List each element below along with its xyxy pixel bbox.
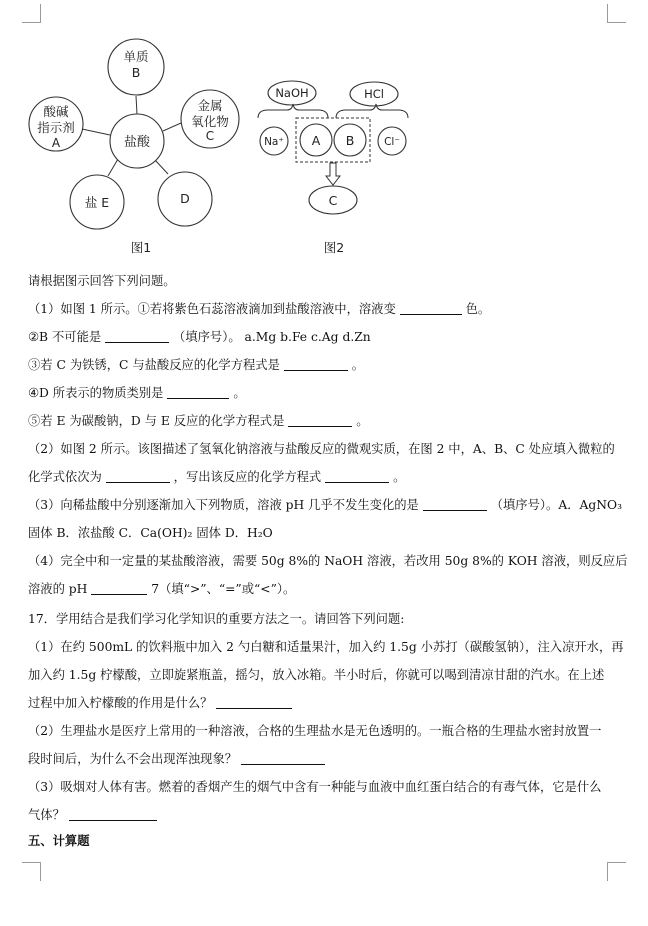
- q1-part5-end: 。: [356, 414, 369, 428]
- b-label-line2: B: [131, 65, 141, 80]
- q1-part4-end: 。: [233, 386, 246, 400]
- answer-blank[interactable]: [284, 358, 348, 371]
- question-17-3-line1: [28, 779, 624, 795]
- section-5-heading: [28, 833, 624, 849]
- q2-line2-text-a: 化学式依次为: [28, 470, 102, 484]
- q17-text: 17．学用结合是我们学习化学知识的重要方法之一。请回答下列问题:: [28, 612, 405, 626]
- answer-blank[interactable]: [288, 414, 352, 427]
- naoh-label: NaOH: [275, 86, 309, 100]
- question-1-part3: [28, 357, 624, 373]
- na-label: Na⁺: [264, 136, 284, 148]
- answer-blank[interactable]: [106, 470, 170, 483]
- question-17-2-line2: [28, 751, 624, 767]
- q1-part3-end: 。: [351, 358, 365, 372]
- q3-line2-text: 固体 B．浓盐酸 C．Ca(OH)₂ 固体 D．H₂O: [28, 526, 273, 540]
- question-17-1-line2: [28, 667, 624, 683]
- q4-line2-text-b: 7（填“>”、“=”或“<”）。: [151, 582, 296, 596]
- question-17-2-line1: [28, 723, 624, 739]
- e-label: 盐 E: [84, 195, 110, 210]
- q1-part1-end: 色。: [465, 302, 491, 316]
- answer-blank[interactable]: [423, 498, 487, 511]
- q4-line1-text: （4）完全中和一定量的某盐酸溶液，需要 50g 8%的 NaOH 溶液，若改用 50g 8%的 KOH 溶液，则反应后: [28, 554, 628, 568]
- section5-text: 五、计算题: [28, 833, 90, 848]
- connector-d: [155, 160, 168, 174]
- answer-blank[interactable]: [216, 696, 292, 709]
- question-17-heading: [28, 611, 624, 627]
- intro-line: [28, 273, 624, 289]
- connector-e: [108, 159, 118, 176]
- q1-part1-text: （1）如图 1 所示。①若将紫色石蕊溶液滴加到盐酸溶液中，溶液变: [28, 302, 396, 316]
- answer-blank[interactable]: [167, 386, 229, 399]
- q1-part2-end: （填序号）。 a.Mg b.Fe c.Ag d.Zn: [173, 330, 371, 344]
- question-1-part4: [28, 385, 624, 401]
- hcl-label: HCl: [364, 87, 384, 101]
- question-1-part1: [28, 301, 624, 317]
- cl-label: Cl⁻: [384, 136, 400, 148]
- q1-part2-text: ②B 不可能是: [28, 330, 102, 344]
- q17-1-line2-text: 加入约 1.5g 柠檬酸，立即旋紧瓶盖，摇匀，放入冰箱。半小时后，你就可以喝到清凉甘甜的汽水。在上述: [28, 668, 605, 682]
- q3-line1-text-a: （3）向稀盐酸中分别逐渐加入下列物质，溶液 pH 几乎不发生变化的是: [28, 498, 419, 512]
- question-17-3-line2: [28, 807, 624, 823]
- question-17-1-line3: [28, 695, 624, 711]
- c-particle-label: C: [328, 193, 338, 208]
- answer-blank[interactable]: [400, 302, 462, 315]
- c-label-line3: C: [205, 129, 215, 143]
- c-label-line2: 氧化物: [191, 114, 229, 129]
- b-label-line1: 单质: [123, 49, 149, 64]
- q3-line1-text-b: （填序号）。A．AgNO₃: [490, 498, 623, 512]
- question-2-line2: [28, 469, 624, 485]
- b-particle-label: B: [345, 133, 355, 148]
- question-4-line2: [28, 581, 624, 597]
- question-3-line2: [28, 525, 624, 541]
- down-arrow-icon: [326, 163, 340, 185]
- figure2-caption: 图2: [323, 240, 345, 255]
- question-17-1-line1: [28, 639, 624, 655]
- connector-c: [163, 123, 181, 131]
- q17-2-line2-text: 段时间后，为什么不会出现浑浊现象？: [28, 752, 238, 766]
- question-4-line1: [28, 553, 628, 569]
- crop-mark-bottom-left: [22, 862, 41, 881]
- answer-blank[interactable]: [241, 752, 325, 765]
- question-3-line1: [28, 497, 624, 513]
- connector-a: [82, 129, 110, 135]
- q17-1-line1-text: （1）在约 500mL 的饮料瓶中加入 2 勺白糖和适量果汁，加入约 1.5g 小苏打（碳酸氢钠），注入凉开水，再: [28, 640, 624, 654]
- connector-b: [136, 96, 137, 114]
- q4-line2-text-a: 溶液的 pH: [28, 582, 88, 596]
- question-2-line1: [28, 441, 624, 457]
- a-label-line3: A: [51, 136, 61, 150]
- q1-part3-text: ③若 C 为铁锈，C 与盐酸反应的化学方程式是: [28, 358, 280, 372]
- q17-2-line1-text: （2）生理盐水是医疗上常用的一种溶液，合格的生理盐水是无色透明的。一瓶合格的生理盐水密封放置一: [28, 724, 602, 738]
- q2-line1-text: （2）如图 2 所示。该图描述了氢氧化钠溶液与盐酸反应的微观实质，在图 2 中，A、B、C 处应填入微粒的: [28, 442, 615, 456]
- answer-blank[interactable]: [105, 330, 169, 343]
- q17-1-line3-text: 过程中加入柠檬酸的作用是什么？: [28, 696, 213, 710]
- naoh-brace: [258, 104, 328, 118]
- a-label-line1: 酸碱: [43, 104, 69, 119]
- figure1-caption: 图1: [130, 240, 152, 255]
- center-label: 盐酸: [123, 135, 151, 150]
- q17-3-line2-text: 气体？: [28, 808, 65, 822]
- q2-line2-text-c: 。: [393, 470, 406, 484]
- figures-area: [0, 0, 648, 270]
- d-label: D: [180, 191, 190, 206]
- q2-line2-text-b: ，写出该反应的化学方程式: [173, 470, 322, 484]
- question-1-part5: [28, 413, 624, 429]
- intro-text: 请根据图示回答下列问题。: [28, 274, 176, 288]
- answer-blank[interactable]: [91, 582, 147, 595]
- a-label-line2: 指示剂: [37, 120, 75, 135]
- answer-blank[interactable]: [325, 470, 389, 483]
- question-1-part2: [28, 329, 624, 345]
- q1-part5-text: ⑤若 E 为碳酸钠，D 与 E 反应的化学方程式是: [28, 414, 285, 428]
- crop-mark-bottom-right: [607, 862, 626, 881]
- q1-part4-text: ④D 所表示的物质类别是: [28, 386, 164, 400]
- answer-blank[interactable]: [69, 808, 157, 821]
- c-label-line1: 金属: [197, 98, 223, 113]
- q17-3-line1-text: （3）吸烟对人体有害。燃着的香烟产生的烟气中含有一种能与血液中血红蛋白结合的有毒气体，它是什么: [28, 780, 602, 794]
- a-particle-label: A: [311, 133, 321, 148]
